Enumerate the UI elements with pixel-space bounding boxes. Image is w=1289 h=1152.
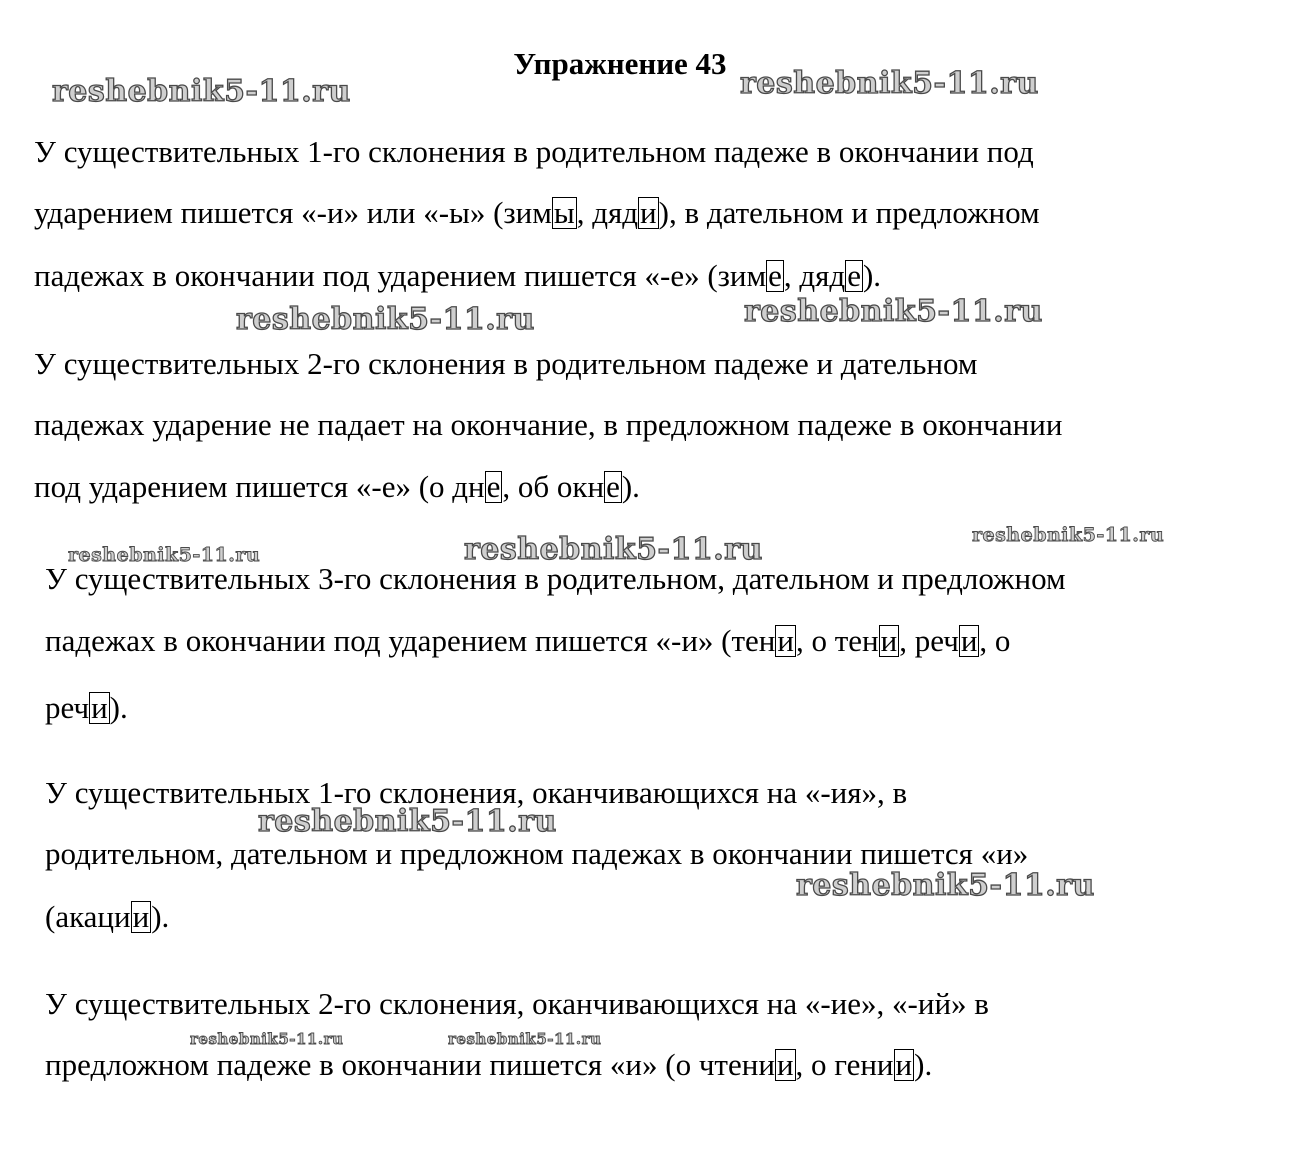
text-segment: ), в дательном и предложном xyxy=(658,195,1040,230)
text-segment: , о тен xyxy=(796,623,879,658)
text-segment: родительном, дательном и предложном падежах в окончании пишется «и» xyxy=(45,836,1029,871)
text-line xyxy=(34,467,640,507)
exercise-title: Упражнение 43 xyxy=(513,46,727,81)
text-line xyxy=(34,193,1040,233)
highlighted-ending: и xyxy=(960,623,978,658)
text-line xyxy=(45,897,169,937)
highlighted-ending: е xyxy=(768,258,782,293)
text-segment: (акаци xyxy=(45,899,131,934)
text-line xyxy=(45,1045,932,1085)
text-line xyxy=(45,688,128,728)
text-line xyxy=(34,405,1062,445)
text-segment: ). xyxy=(151,899,170,934)
highlighted-ending: ы xyxy=(553,195,575,230)
watermark: reshebnik5-11.ru xyxy=(190,1030,344,1048)
text-segment: , дяд xyxy=(576,195,639,230)
text-line xyxy=(34,256,881,296)
text-segment: ). xyxy=(621,469,640,504)
text-segment: падежах в окончании под ударением пишется «-е» (зим xyxy=(34,258,767,293)
highlighted-ending: и xyxy=(132,899,150,934)
highlighted-ending: е xyxy=(486,469,501,504)
watermark: reshebnik5-11.ru xyxy=(52,74,351,109)
text-segment: падежах в окончании под ударением пишется «-и» (тен xyxy=(45,623,776,658)
text-segment: ). xyxy=(914,1047,933,1082)
watermark: reshebnik5-11.ru xyxy=(258,804,557,839)
highlighted-ending: и xyxy=(640,195,657,230)
text-segment: , о xyxy=(979,623,1011,658)
highlighted-ending: и xyxy=(895,1047,913,1082)
text-line xyxy=(34,132,1034,172)
text-segment: У существительных 2-го склонения в родительном падеже и дательном xyxy=(34,346,978,381)
text-segment: предложном падеже в окончании пишется «и» (о чтени xyxy=(45,1047,775,1082)
text-segment: ). xyxy=(109,690,128,725)
text-line xyxy=(34,344,978,384)
text-segment: У существительных 3-го склонения в родительном, дательном и предложном xyxy=(45,561,1066,596)
highlighted-ending: и xyxy=(776,1047,794,1082)
highlighted-ending: е xyxy=(606,469,620,504)
text-segment: , об окн xyxy=(502,469,605,504)
text-segment: под ударением пишется «-е» (о дн xyxy=(34,469,485,504)
text-line xyxy=(45,621,1010,661)
text-segment: У существительных 1-го склонения, оканчивающихся на «-ия», в xyxy=(45,775,908,810)
text-line xyxy=(45,984,989,1024)
text-segment: падежах ударение не падает на окончание, в предложном падеже в окончании xyxy=(34,407,1063,442)
text-segment: , дяд xyxy=(783,258,846,293)
watermark: reshebnik5-11.ru xyxy=(972,524,1165,546)
highlighted-ending: и xyxy=(880,623,898,658)
highlighted-ending: е xyxy=(847,258,861,293)
highlighted-ending: и xyxy=(91,690,108,725)
text-segment: У существительных 2-го склонения, оканчивающихся на «-ие», «-ий» в xyxy=(45,986,989,1021)
watermark: reshebnik5-11.ru xyxy=(236,302,535,337)
text-segment: , о гени xyxy=(795,1047,894,1082)
watermark: reshebnik5-11.ru xyxy=(744,294,1043,329)
highlighted-ending: и xyxy=(777,623,794,658)
text-segment: ). xyxy=(862,258,882,293)
text-segment: реч xyxy=(45,690,90,725)
watermark: reshebnik5-11.ru xyxy=(740,66,1039,101)
watermark: reshebnik5-11.ru xyxy=(68,544,261,566)
text-segment: У существительных 1-го склонения в родительном падеже в окончании под xyxy=(34,134,1034,169)
watermark: reshebnik5-11.ru xyxy=(464,532,763,567)
watermark: reshebnik5-11.ru xyxy=(796,868,1095,903)
text-segment: ударением пишется «-и» или «-ы» (зим xyxy=(34,195,552,230)
watermark: reshebnik5-11.ru xyxy=(448,1030,602,1048)
text-segment: , реч xyxy=(899,623,959,658)
